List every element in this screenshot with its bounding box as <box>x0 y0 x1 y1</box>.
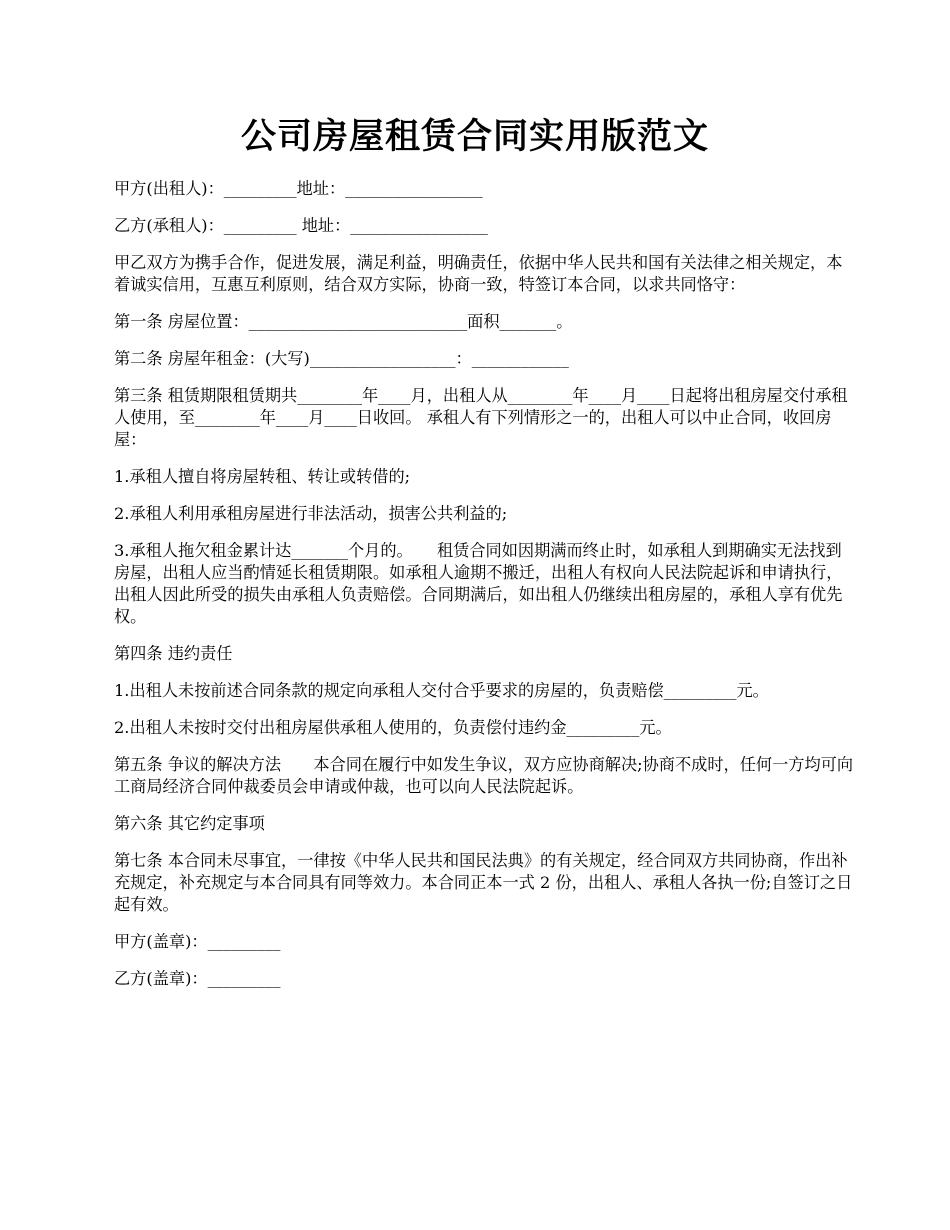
article-4-heading: 第四条 违约责任 <box>114 644 233 663</box>
party-b-line: 乙方(承租人)：_________ 地址：_________________ <box>114 216 488 235</box>
clause-item-2: 2.承租人利用承租房屋进行非法活动，损害公共利益的; <box>114 504 508 523</box>
party-b-seal: 乙方(盖章)：_________ <box>114 969 281 988</box>
clause-item-3: 3.承租人拖欠租金累计达_______个月的。 租赁合同如因期满而终止时，如承租人到期确实无法找到房屋，出租人应当酌情延长租赁期限。如承租人逾期不搬迁，出租人有权向人民法院起诉和申请执行，出租人因此所受的损失由承租人负责赔偿。合同期满后，如出租人仍继续出租房屋的，承租人享有优先权。 <box>114 541 843 626</box>
party-a-seal: 甲方(盖章)：_________ <box>114 932 281 951</box>
article-7-supplement: 第七条 本合同未尽事宜，一律按《中华人民共和国民法典》的有关规定，经合同双方共同协商，作出补充规定，补充规定与本合同具有同等效力。本合同正本一式 2 份，出租人、承租人各执一份;自签订之日起有效。 <box>114 851 853 914</box>
article-6-heading: 第六条 其它约定事项 <box>114 814 265 833</box>
article-1-location: 第一条 房屋位置：___________________________面积_______。 <box>114 312 573 331</box>
article-5-disputes: 第五条 争议的解决方法 本合同在履行中如发生争议，双方应协商解决;协商不成时，任何一方均可向工商局经济合同仲裁委员会申请或仲裁，也可以向人民法院起诉。 <box>114 755 854 796</box>
breach-item-2: 2.出租人未按时交付出租房屋供承租人使用的，负责偿付违约金_________元。 <box>114 718 672 737</box>
breach-item-1: 1.出租人未按前述合同条款的规定向承租人交付合乎要求的房屋的，负责赔偿_________元。 <box>114 681 769 700</box>
preamble-paragraph: 甲乙双方为携手合作，促进发展，满足利益，明确责任，依据中华人民共和国有关法律之相关规定，本着诚实信用，互惠互利原则，结合双方实际，协商一致，特签订本合同，以求共同恪守： <box>114 253 843 294</box>
article-2-rent: 第二条 房屋年租金：(大写)__________________：____________ <box>114 349 569 368</box>
party-a-line: 甲方(出租人)：_________地址：_________________ <box>114 179 483 198</box>
document-title: 公司房屋租赁合同实用版范文 <box>240 116 709 157</box>
article-3-term: 第三条 租赁期限租赁期共________年____月，出租人从________年____月____日起将出租房屋交付承租人使用，至________年____月____日收回。 承租人有下列情形之一的，出租人可以中止合同，收回房屋： <box>114 386 848 449</box>
clause-item-1: 1.承租人擅自将房屋转租、转让或转借的; <box>114 467 411 486</box>
document-body <box>114 178 854 1005</box>
